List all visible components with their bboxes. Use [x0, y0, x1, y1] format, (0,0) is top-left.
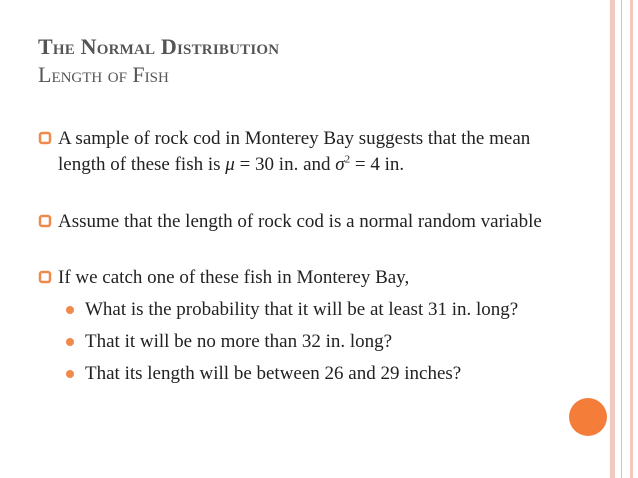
bullet-1-line-2: [58, 152, 608, 178]
subbullet-2-text: That it will be no more than 32 in. long?: [85, 331, 393, 352]
bullet-1-text: length of these fish is: [58, 154, 226, 175]
mu-symbol: μ: [225, 154, 235, 175]
title-line-1: The Normal Distribution: [38, 34, 280, 59]
square-bullet-icon: [38, 214, 52, 228]
subbullet-item-1: [38, 297, 608, 323]
bullet-1-text-post: = 4 in.: [350, 154, 405, 175]
bullet-3-text: If we catch one of these fish in Monterey Bay,: [58, 267, 410, 288]
right-border-band-outer: [630, 0, 633, 478]
subbullet-3-text: That its length will be between 26 and 29 inches?: [85, 363, 462, 384]
slide-content: [38, 126, 608, 387]
bullet-item-1: [38, 126, 608, 178]
bullet-1-text-mid: = 30 in. and: [234, 154, 336, 175]
slide-title: [38, 33, 279, 88]
right-border-band: [610, 0, 615, 478]
bullet-item-3: [38, 265, 608, 291]
subbullet-item-3: [38, 361, 608, 387]
bullet-1-line-1: A sample of rock cod in Monterey Bay suggests that the mean: [58, 128, 531, 149]
dot-bullet-icon: [66, 370, 74, 378]
square-bullet-icon: [38, 270, 52, 284]
title-line-2: Length of Fish: [38, 61, 169, 87]
superscript: 2: [344, 153, 351, 166]
subbullet-1-text: What is the probability that it will be at least 31 in. long?: [85, 299, 519, 320]
right-border-line: [621, 0, 622, 478]
subbullet-item-2: [38, 329, 608, 355]
dot-bullet-icon: [66, 306, 74, 314]
bullet-item-2: [38, 209, 608, 235]
dot-bullet-icon: [66, 338, 74, 346]
sigma-symbol: σ: [335, 154, 345, 175]
bullet-2-text: Assume that the length of rock cod is a normal random variable: [58, 211, 542, 232]
square-bullet-icon: [38, 131, 52, 145]
orange-circle-decoration: [569, 398, 607, 436]
